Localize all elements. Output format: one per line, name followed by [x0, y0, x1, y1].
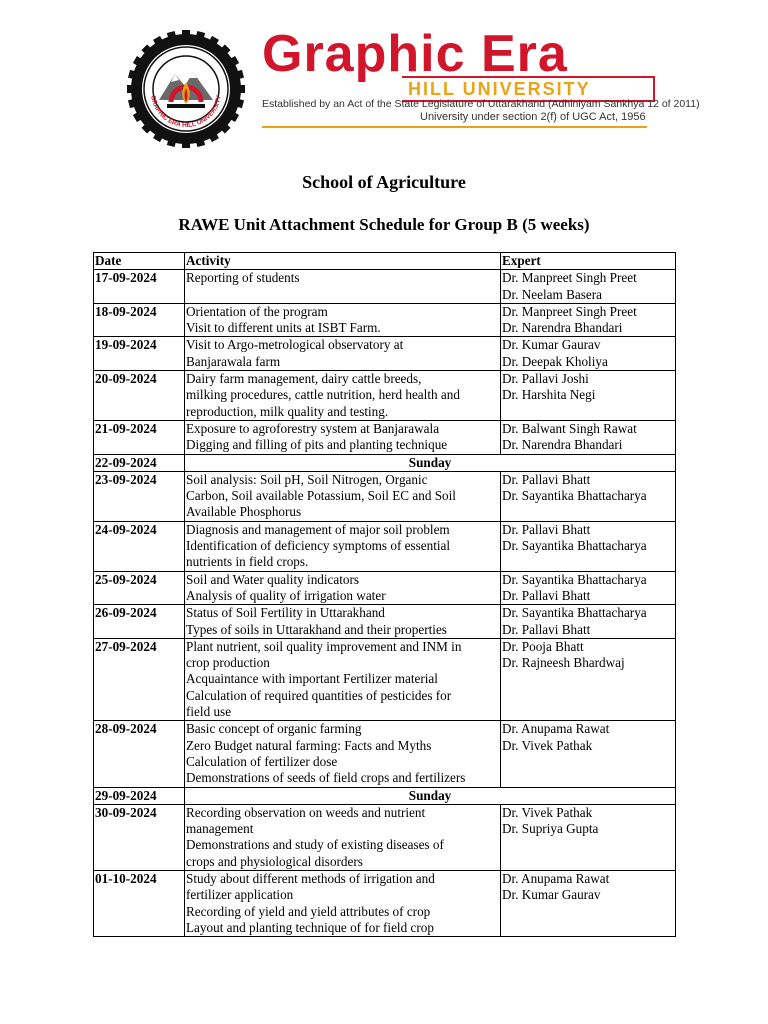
activity-line: Zero Budget natural farming: Facts and Myths [186, 737, 432, 753]
activity-line: Recording of yield and yield attributes of crop [186, 903, 431, 919]
cell-expert [501, 721, 676, 787]
activity-line: Calculation of fertilizer dose [186, 753, 338, 769]
expert-name: Dr. Sayantika Bhattacharya [502, 488, 647, 504]
column-header-expert: Expert [501, 253, 676, 270]
expert-name: Dr. Manpreet Singh Preet [502, 303, 637, 319]
cell-date: 01-10-2024 [94, 870, 185, 936]
expert-name: Dr. Pallavi Bhatt [502, 521, 591, 537]
table-row [94, 605, 676, 639]
expert-name: Dr. Pallavi Joshi [502, 371, 589, 387]
cell-expert [501, 870, 676, 936]
document-title: RAWE Unit Attachment Schedule for Group B (5 weeks) [178, 215, 590, 234]
activity-line: Acquaintance with important Fertilizer material [186, 671, 438, 687]
cell-date: 27-09-2024 [94, 638, 185, 720]
cell-activity [185, 605, 501, 639]
activity-line: Exposure to agroforestry system at Banjarawala [186, 420, 440, 436]
table-row [94, 638, 676, 720]
activity-line: Layout and planting technique of for field crop [186, 919, 434, 935]
cell-expert [501, 638, 676, 720]
expert-name: Dr. Pallavi Bhatt [502, 471, 591, 487]
cell-date: 18-09-2024 [94, 303, 185, 337]
activity-line: Demonstrations of seeds of field crops and fertilizers [186, 770, 466, 786]
cell-expert [501, 270, 676, 304]
expert-name: Dr. Rajneesh Bhardwaj [502, 655, 625, 671]
expert-name: Dr. Neelam Basera [502, 286, 602, 302]
expert-name: Dr. Kumar Gaurav [502, 887, 601, 903]
activity-line: Soil and Water quality indicators [186, 571, 360, 587]
expert-name: Dr. Anupama Rawat [502, 721, 610, 737]
expert-name: Dr. Pallavi Bhatt [502, 587, 591, 603]
cell-activity [185, 420, 501, 454]
column-header-activity: Activity [185, 253, 501, 270]
activity-line: crops and physiological disorders [186, 853, 363, 869]
schedule-table [93, 252, 676, 937]
table-row [94, 337, 676, 371]
expert-name: Dr. Manpreet Singh Preet [502, 270, 637, 286]
cell-activity [185, 521, 501, 571]
cell-date: 19-09-2024 [94, 337, 185, 371]
expert-name: Dr. Sayantika Bhattacharya [502, 605, 647, 621]
activity-line: management [186, 821, 254, 837]
table-row [94, 721, 676, 787]
activity-line: Orientation of the program [186, 303, 328, 319]
expert-name: Dr. Balwant Singh Rawat [502, 420, 637, 436]
activity-line: Dairy farm management, dairy cattle breeds, [186, 371, 422, 387]
expert-name: Dr. Sayantika Bhattacharya [502, 538, 647, 554]
ugc-line: University under section 2(f) of UGC Act, 1956 [420, 111, 646, 123]
activity-line: Analysis of quality of irrigation water [186, 587, 386, 603]
activity-line: Plant nutrient, soil quality improvement and INM in [186, 638, 462, 654]
table-row [94, 471, 676, 521]
expert-name: Dr. Narendra Bhandari [502, 320, 623, 336]
cell-expert [501, 571, 676, 605]
column-header-date: Date [94, 253, 185, 270]
activity-line: Calculation of required quantities of pesticides for [186, 687, 452, 703]
brand-subtitle: HILL UNIVERSITY [402, 76, 655, 102]
brand-title: Graphic Era [262, 25, 568, 83]
university-seal-logo [127, 30, 245, 148]
activity-line: Basic concept of organic farming [186, 721, 362, 737]
cell-date: 21-09-2024 [94, 420, 185, 454]
cell-sunday: Sunday [185, 454, 676, 471]
activity-line: field use [186, 704, 232, 720]
activity-line: Status of Soil Fertility in Uttarakhand [186, 605, 385, 621]
activity-line: Study about different methods of irrigation and [186, 870, 435, 886]
activity-line: Visit to different units at ISBT Farm. [186, 320, 381, 336]
activity-line: Diagnosis and management of major soil problem [186, 521, 450, 537]
table-row [94, 420, 676, 454]
cell-date: 30-09-2024 [94, 804, 185, 870]
cell-expert [501, 521, 676, 571]
cell-date: 24-09-2024 [94, 521, 185, 571]
activity-line: crop production [186, 655, 270, 671]
cell-activity [185, 804, 501, 870]
activity-line: Recording observation on weeds and nutrient [186, 804, 426, 820]
table-row-sunday [94, 787, 676, 804]
cell-date: 25-09-2024 [94, 571, 185, 605]
activity-line: Visit to Argo-metrological observatory at [186, 337, 404, 353]
cell-activity [185, 371, 501, 421]
cell-expert [501, 371, 676, 421]
cell-expert [501, 471, 676, 521]
cell-expert [501, 303, 676, 337]
table-row [94, 270, 676, 304]
table-row-sunday [94, 454, 676, 471]
table-row [94, 804, 676, 870]
cell-activity [185, 638, 501, 720]
table-row [94, 571, 676, 605]
cell-expert [501, 420, 676, 454]
activity-line: Demonstrations and study of existing diseases of [186, 837, 444, 853]
established-line: Established by an Act of the State Legislature of Uttarakhand (Adhiniyam Sankhya 12 of 2011) [262, 98, 700, 110]
expert-name: Dr. Pooja Bhatt [502, 638, 584, 654]
activity-line: Types of soils in Uttarakhand and their properties [186, 621, 447, 637]
cell-activity [185, 870, 501, 936]
cell-date: 23-09-2024 [94, 471, 185, 521]
activity-line: Digging and filling of pits and planting technique [186, 437, 448, 453]
seal-text: GRAPHIC ERA HILL UNIVERSITY [149, 94, 223, 130]
table-row [94, 870, 676, 936]
expert-name: Dr. Deepak Kholiya [502, 353, 608, 369]
cell-date: 28-09-2024 [94, 721, 185, 787]
cell-date: 26-09-2024 [94, 605, 185, 639]
cell-expert [501, 605, 676, 639]
expert-name: Dr. Anupama Rawat [502, 870, 610, 886]
school-heading: School of Agriculture [302, 172, 466, 192]
expert-name: Dr. Vivek Pathak [502, 804, 593, 820]
activity-line: Identification of deficiency symptoms of essential [186, 538, 451, 554]
activity-line: fertilizer application [186, 887, 294, 903]
cell-activity [185, 337, 501, 371]
activity-line: Available Phosphorus [186, 504, 302, 520]
table-header-row [94, 253, 676, 270]
cell-activity [185, 303, 501, 337]
expert-name: Dr. Kumar Gaurav [502, 337, 601, 353]
brand-divider [262, 126, 647, 128]
letterhead [0, 0, 768, 140]
cell-sunday: Sunday [185, 787, 676, 804]
table-row [94, 303, 676, 337]
expert-name: Dr. Vivek Pathak [502, 737, 593, 753]
expert-name: Dr. Narendra Bhandari [502, 437, 623, 453]
cell-date: 20-09-2024 [94, 371, 185, 421]
cell-date: 17-09-2024 [94, 270, 185, 304]
cell-expert [501, 804, 676, 870]
cell-activity [185, 571, 501, 605]
expert-name: Dr. Supriya Gupta [502, 821, 599, 837]
activity-line: Reporting of students [186, 270, 300, 286]
activity-line: Banjarawala farm [186, 353, 281, 369]
cell-activity [185, 721, 501, 787]
table-row [94, 521, 676, 571]
cell-activity [185, 471, 501, 521]
cell-activity [185, 270, 501, 304]
activity-line: milking procedures, cattle nutrition, herd health and [186, 387, 460, 403]
table-row [94, 371, 676, 421]
cell-expert [501, 337, 676, 371]
expert-name: Dr. Sayantika Bhattacharya [502, 571, 647, 587]
cell-date: 22-09-2024 [94, 454, 185, 471]
expert-name: Dr. Pallavi Bhatt [502, 621, 591, 637]
expert-name: Dr. Harshita Negi [502, 387, 596, 403]
cell-date: 29-09-2024 [94, 787, 185, 804]
activity-line: reproduction, milk quality and testing. [186, 403, 389, 419]
activity-line: Soil analysis: Soil pH, Soil Nitrogen, Organic [186, 471, 428, 487]
activity-line: nutrients in field crops. [186, 554, 309, 570]
activity-line: Carbon, Soil available Potassium, Soil EC and Soil [186, 488, 456, 504]
